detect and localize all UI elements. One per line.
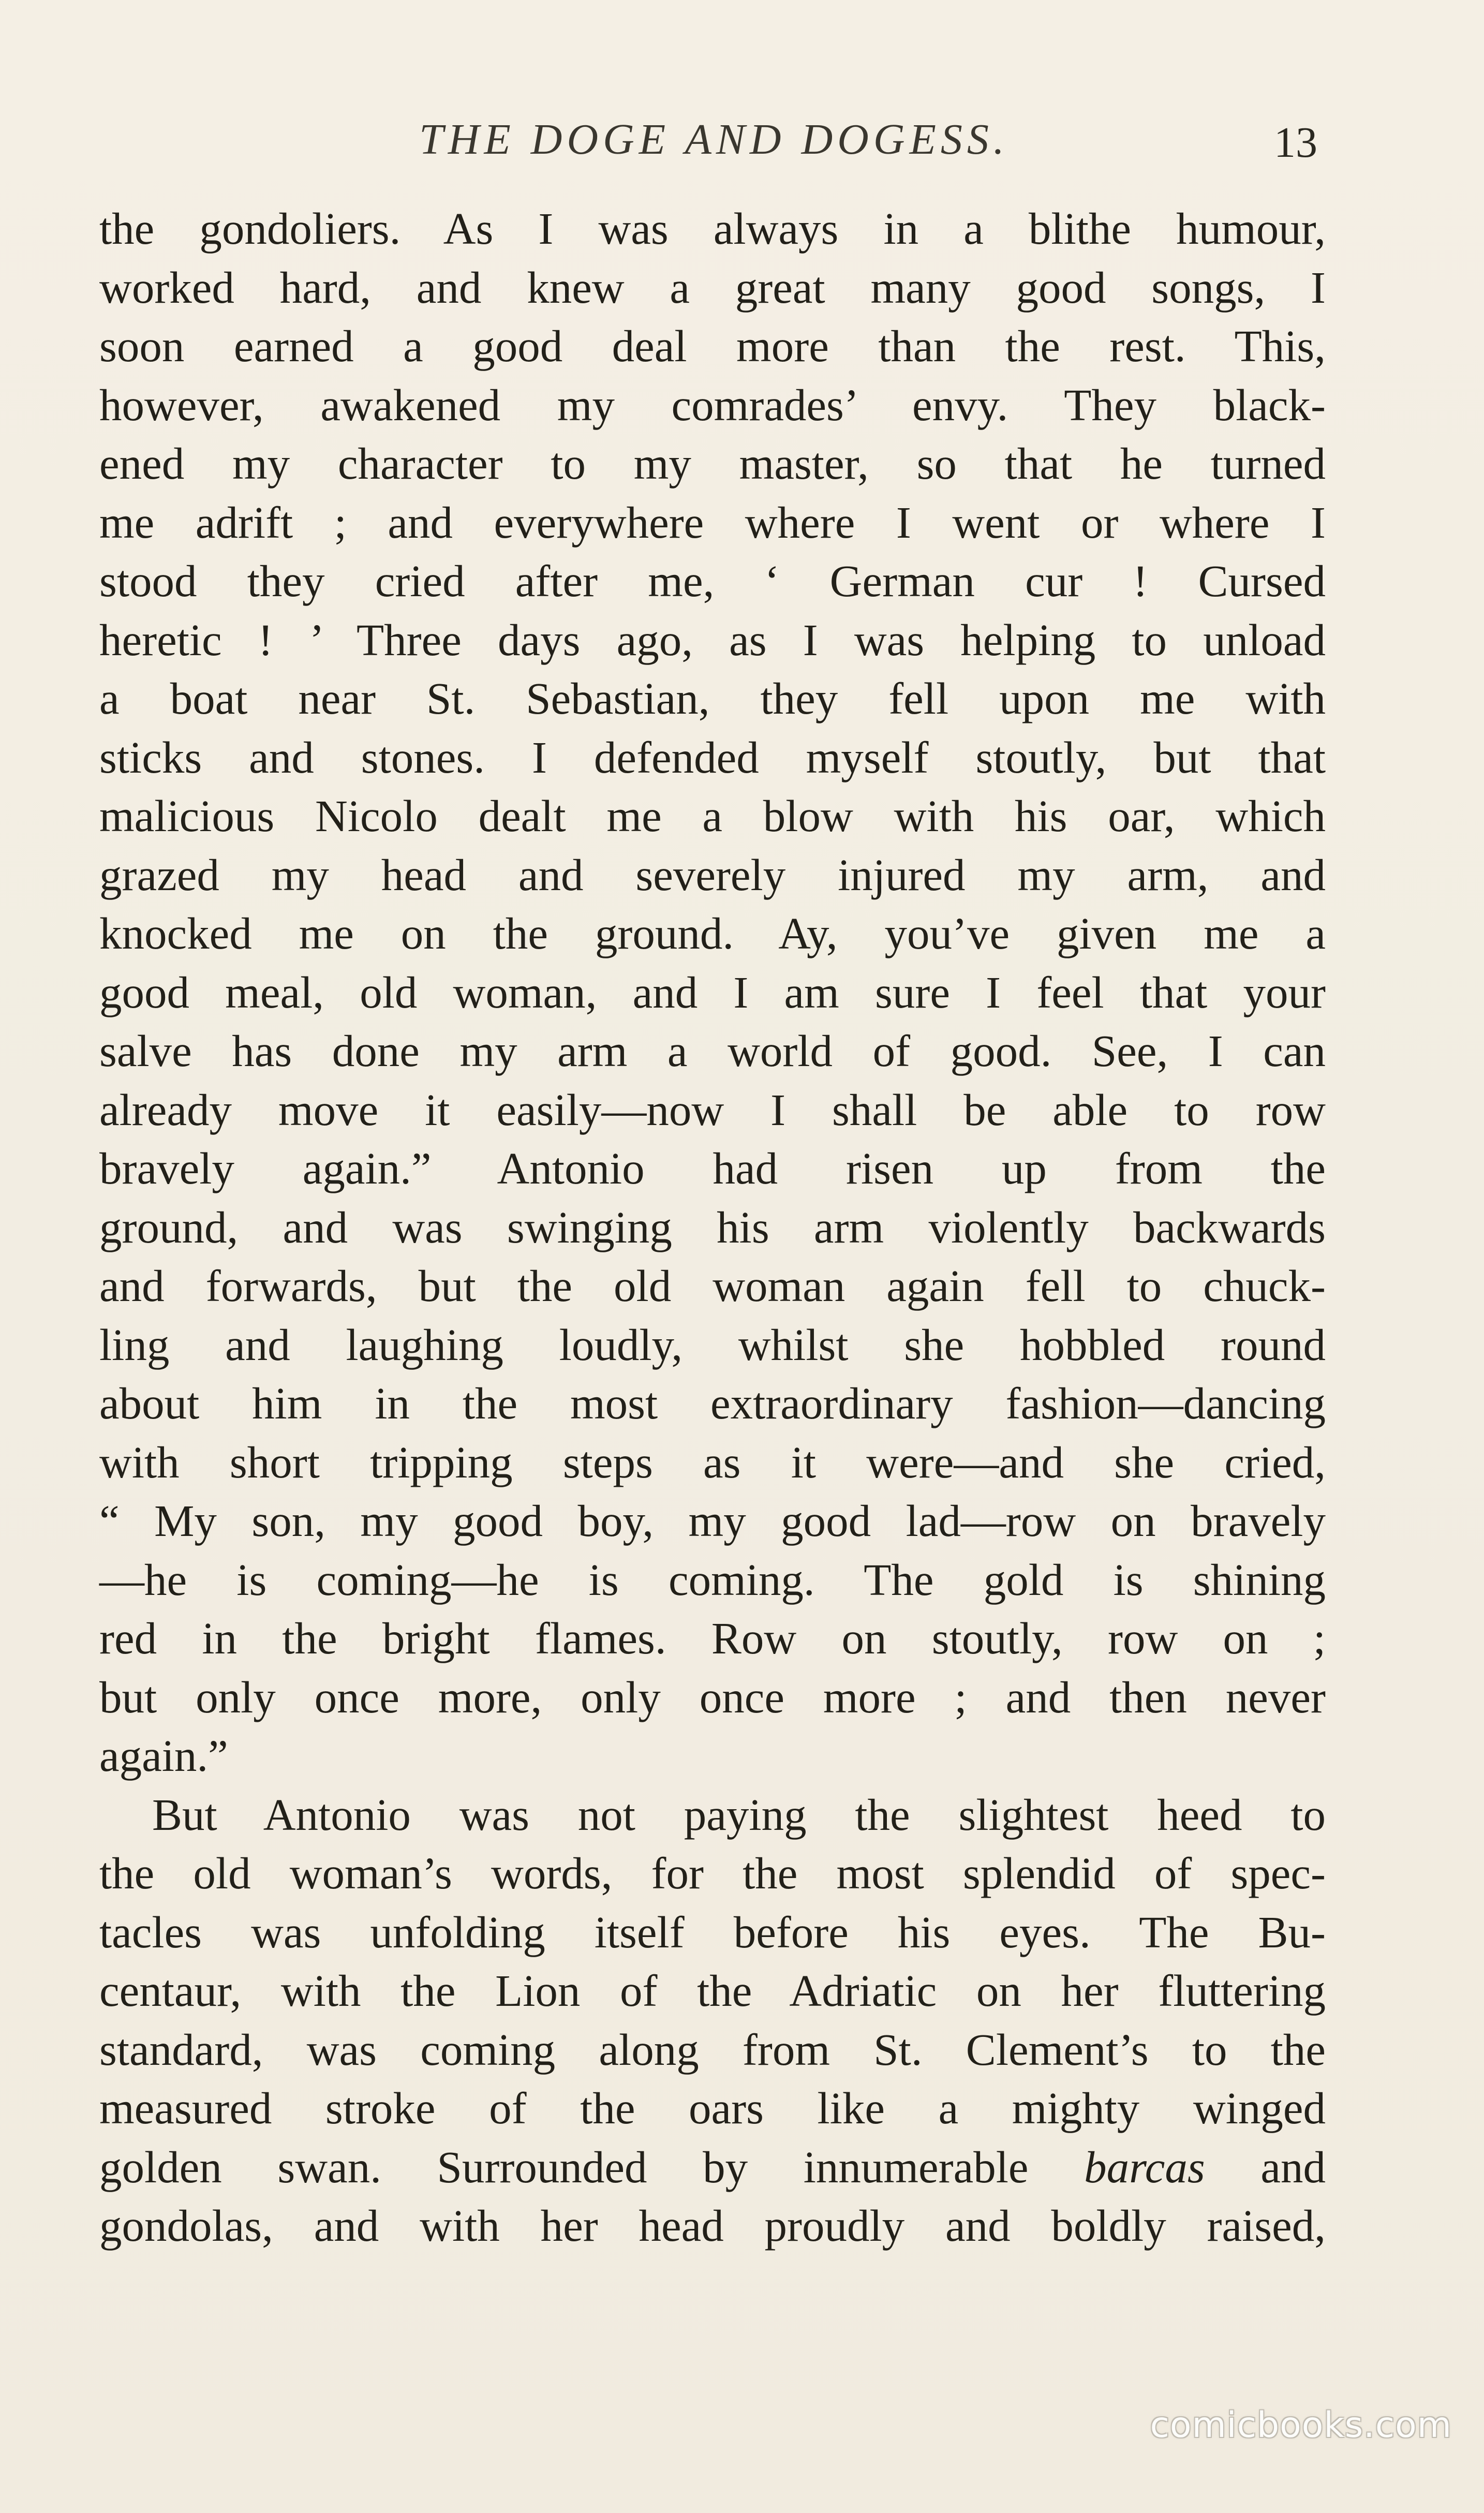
text-line: stood they cried after me, ‘ German cur ! Cursed [99, 556, 1326, 606]
text-line: gondolas, and with her head proudly and boldly raised, [99, 2200, 1326, 2251]
text-line: grazed my head and severely injured my arm, and [99, 849, 1326, 900]
text-line: about him in the most extraordinary fashion—dancing [99, 1378, 1326, 1428]
text-line-with-italic [99, 2138, 1326, 2197]
text-line: standard, was coming along from St. Clement’s to the [99, 2024, 1326, 2075]
text-line: already move it easily—now I shall be able to row [99, 1084, 1326, 1135]
text-line: measured stroke of the oars like a mighty winged [99, 2083, 1326, 2133]
text-line: “ My son, my good boy, my good lad—row on bravely [99, 1496, 1326, 1546]
text-line: malicious Nicolo dealt me a blow with his oar, which [99, 791, 1326, 841]
text-line: knocked me on the ground. Ay, you’ve given me a [99, 908, 1326, 958]
watermark: comicbooks.com [1150, 2405, 1452, 2446]
running-head [98, 109, 1330, 171]
text-line: heretic ! ’ Three days ago, as I was helping to unload [99, 614, 1326, 665]
text-line: salve has done my arm a world of good. See, I can [99, 1026, 1326, 1076]
text-line: ling and laughing loudly, whilst she hobbled round [99, 1319, 1326, 1370]
text-line: red in the bright flames. Row on stoutly, row on ; [99, 1613, 1326, 1663]
running-title: THE DOGE AND DOGESS. [419, 115, 1009, 164]
text-line: soon earned a good deal more than the rest. This, [99, 321, 1326, 371]
text-line: but only once more, only once more ; and then never [99, 1672, 1326, 1722]
text-line: bravely again.” Antonio had risen up from the [99, 1143, 1326, 1193]
text-line: and forwards, but the old woman again fell to chuck- [99, 1261, 1326, 1311]
text-line: centaur, with the Lion of the Adriatic on her fluttering [99, 1965, 1326, 2016]
text-line: me adrift ; and everywhere where I went or where I [99, 497, 1326, 548]
body-text [99, 199, 1326, 2255]
text-line: the gondoliers. As I was always in a blithe humour, [99, 203, 1326, 254]
text-segment: and [1260, 2141, 1326, 2192]
text-line: good meal, old woman, and I am sure I feel that your [99, 967, 1326, 1017]
text-line: ground, and was swinging his arm violently backwards [99, 1202, 1326, 1252]
text-line: —he is coming—he is coming. The gold is shining [99, 1554, 1326, 1605]
text-line: But Antonio was not paying the slightest heed to [152, 1789, 1326, 1840]
text-line: ened my character to my master, so that he turned [99, 438, 1326, 489]
text-line: a boat near St. Sebastian, they fell upon me with [99, 673, 1326, 723]
text-line: the old woman’s words, for the most splendid of spec- [99, 1848, 1326, 1898]
italic-word: barcas [1084, 2141, 1205, 2192]
text-line: sticks and stones. I defended myself stoutly, but that [99, 732, 1326, 782]
page-number: 13 [1274, 119, 1317, 167]
text-segment: golden swan. Surrounded by innumerable [99, 2141, 1029, 2192]
text-line: with short tripping steps as it were—and she cried, [99, 1437, 1326, 1487]
text-line: worked hard, and knew a great many good songs, I [99, 262, 1326, 313]
text-line: tacles was unfolding itself before his eyes. The Bu- [99, 1906, 1326, 1957]
text-line: again.” [99, 1731, 228, 1781]
text-line: however, awakened my comrades’ envy. They black- [99, 379, 1326, 430]
